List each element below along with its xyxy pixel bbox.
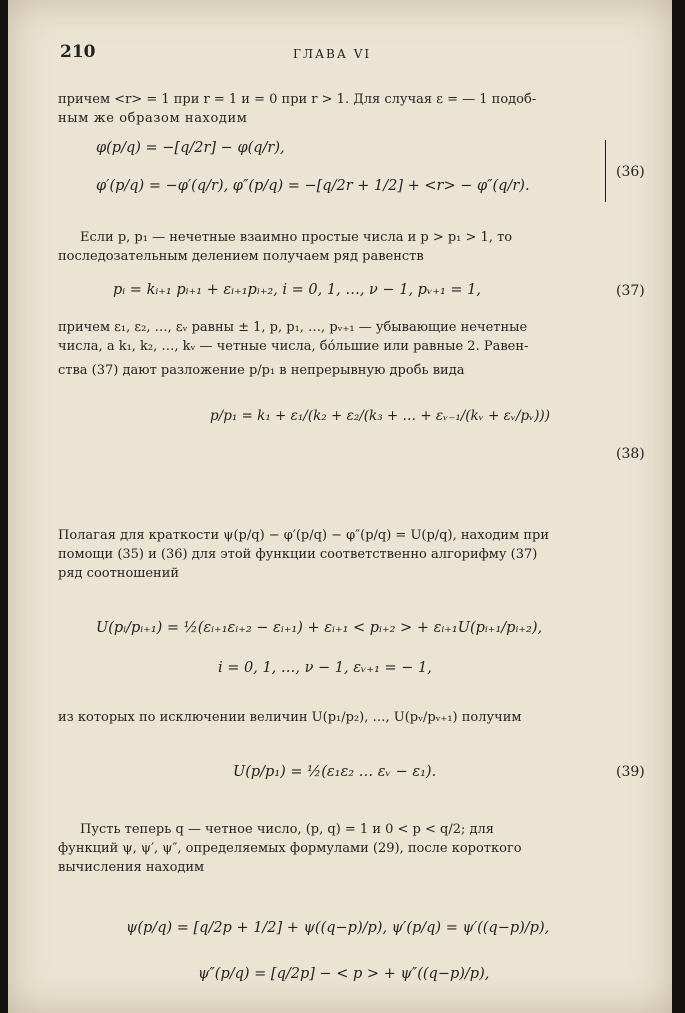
equation-number-36: (36) [616,164,645,180]
paragraph-3 [58,318,658,386]
text-line: ряд соотношений [58,566,180,581]
text-line: числа, а k₁, k₂, …, kᵥ — четные числа, бо́льшие или равные 2. Равен- [58,339,529,354]
text-line: последозательным делением получаем ряд равенств [58,249,424,264]
paragraph-6 [58,820,658,877]
equation-psi-line-1: ψ(p/q) = [q/2p + 1/2] + ψ((q−p)/p), ψ′(p/q) = ψ′((q−p)/p), [126,920,550,936]
equation-brace [605,140,606,202]
text-line: из которых по исключении величин U(p₁/p₂), …, U(pᵥ/pᵥ₊₁) получим [58,710,522,725]
book-page [8,0,672,1013]
paragraph-2 [58,228,658,266]
paragraph-4 [58,526,658,583]
text-line: функций ψ, ψ′, ψ″, определяемых формулами (29), после короткого [58,841,522,856]
equation-number-38: (38) [616,446,645,462]
equation-psi-line-2: ψ″(p/q) = [q/2p] − < p > + ψ″((q−p)/p), [198,966,490,982]
paragraph-1 [58,90,658,128]
text-line: причем ε₁, ε₂, …, εᵥ равны ± 1, p, p₁, …, pᵥ₊₁ — убывающие нечетные [58,320,528,335]
text-line: помощи (35) и (36) для этой функции соответственно алгорифму (37) [58,547,538,562]
text-line: Полагая для краткости ψ(p/q) − φ′(p/q) − φ″(p/q) = U(p/q), находим при [58,528,549,543]
text-line: Если p, p₁ — нечетные взаимно простые числа и p > p₁ > 1, то [80,230,513,245]
equation-number-37: (37) [616,283,645,299]
equation-36-line-2: φ′(p/q) = −φ′(q/r), φ″(p/q) = −[q/2r + 1/2] + <r> − φ″(q/r). [96,178,530,194]
text-line: Пусть теперь q — четное число, (p, q) = 1 и 0 < p < q/2; для [80,822,494,837]
running-head: ГЛАВА VI [293,47,372,61]
equation-37: pᵢ = kᵢ₊₁ pᵢ₊₁ + εᵢ₊₁pᵢ₊₂, i = 0, 1, …, ν − 1, pᵥ₊₁ = 1, [113,282,482,298]
text-line: причем <r> = 1 при r = 1 и = 0 при r > 1. Для случая ε = — 1 подоб- [58,92,537,107]
equation-u-range: i = 0, 1, …, ν − 1, εᵥ₊₁ = − 1, [218,660,432,676]
paragraph-5 [58,708,658,727]
equation-36-line-1: φ(p/q) = −[q/2r] − φ(q/r), [96,140,285,156]
text-line: ным же образом находим [58,111,248,126]
equation-number-39: (39) [616,764,645,780]
text-line: ства (37) дают разложение p/p₁ в непрерывную дробь вида [58,363,465,378]
equation-u-relation: U(pᵢ/pᵢ₊₁) = ½(εᵢ₊₁εᵢ₊₂ − εᵢ₊₁) + εᵢ₊₁ < pᵢ₊₂ > + εᵢ₊₁U(pᵢ₊₁/pᵢ₊₂), [96,620,543,636]
equation-38-continued-fraction: p/p₁ = k₁ + ε₁/(k₂ + ε₂/(k₃ + … + εᵥ₋₁/(kᵥ + εᵥ/pᵥ))) [210,408,550,424]
equation-39: U(p/p₁) = ½(ε₁ε₂ … εᵥ − ε₁). [233,764,437,780]
page-number: 210 [60,42,96,62]
text-line: вычисления находим [58,860,205,875]
